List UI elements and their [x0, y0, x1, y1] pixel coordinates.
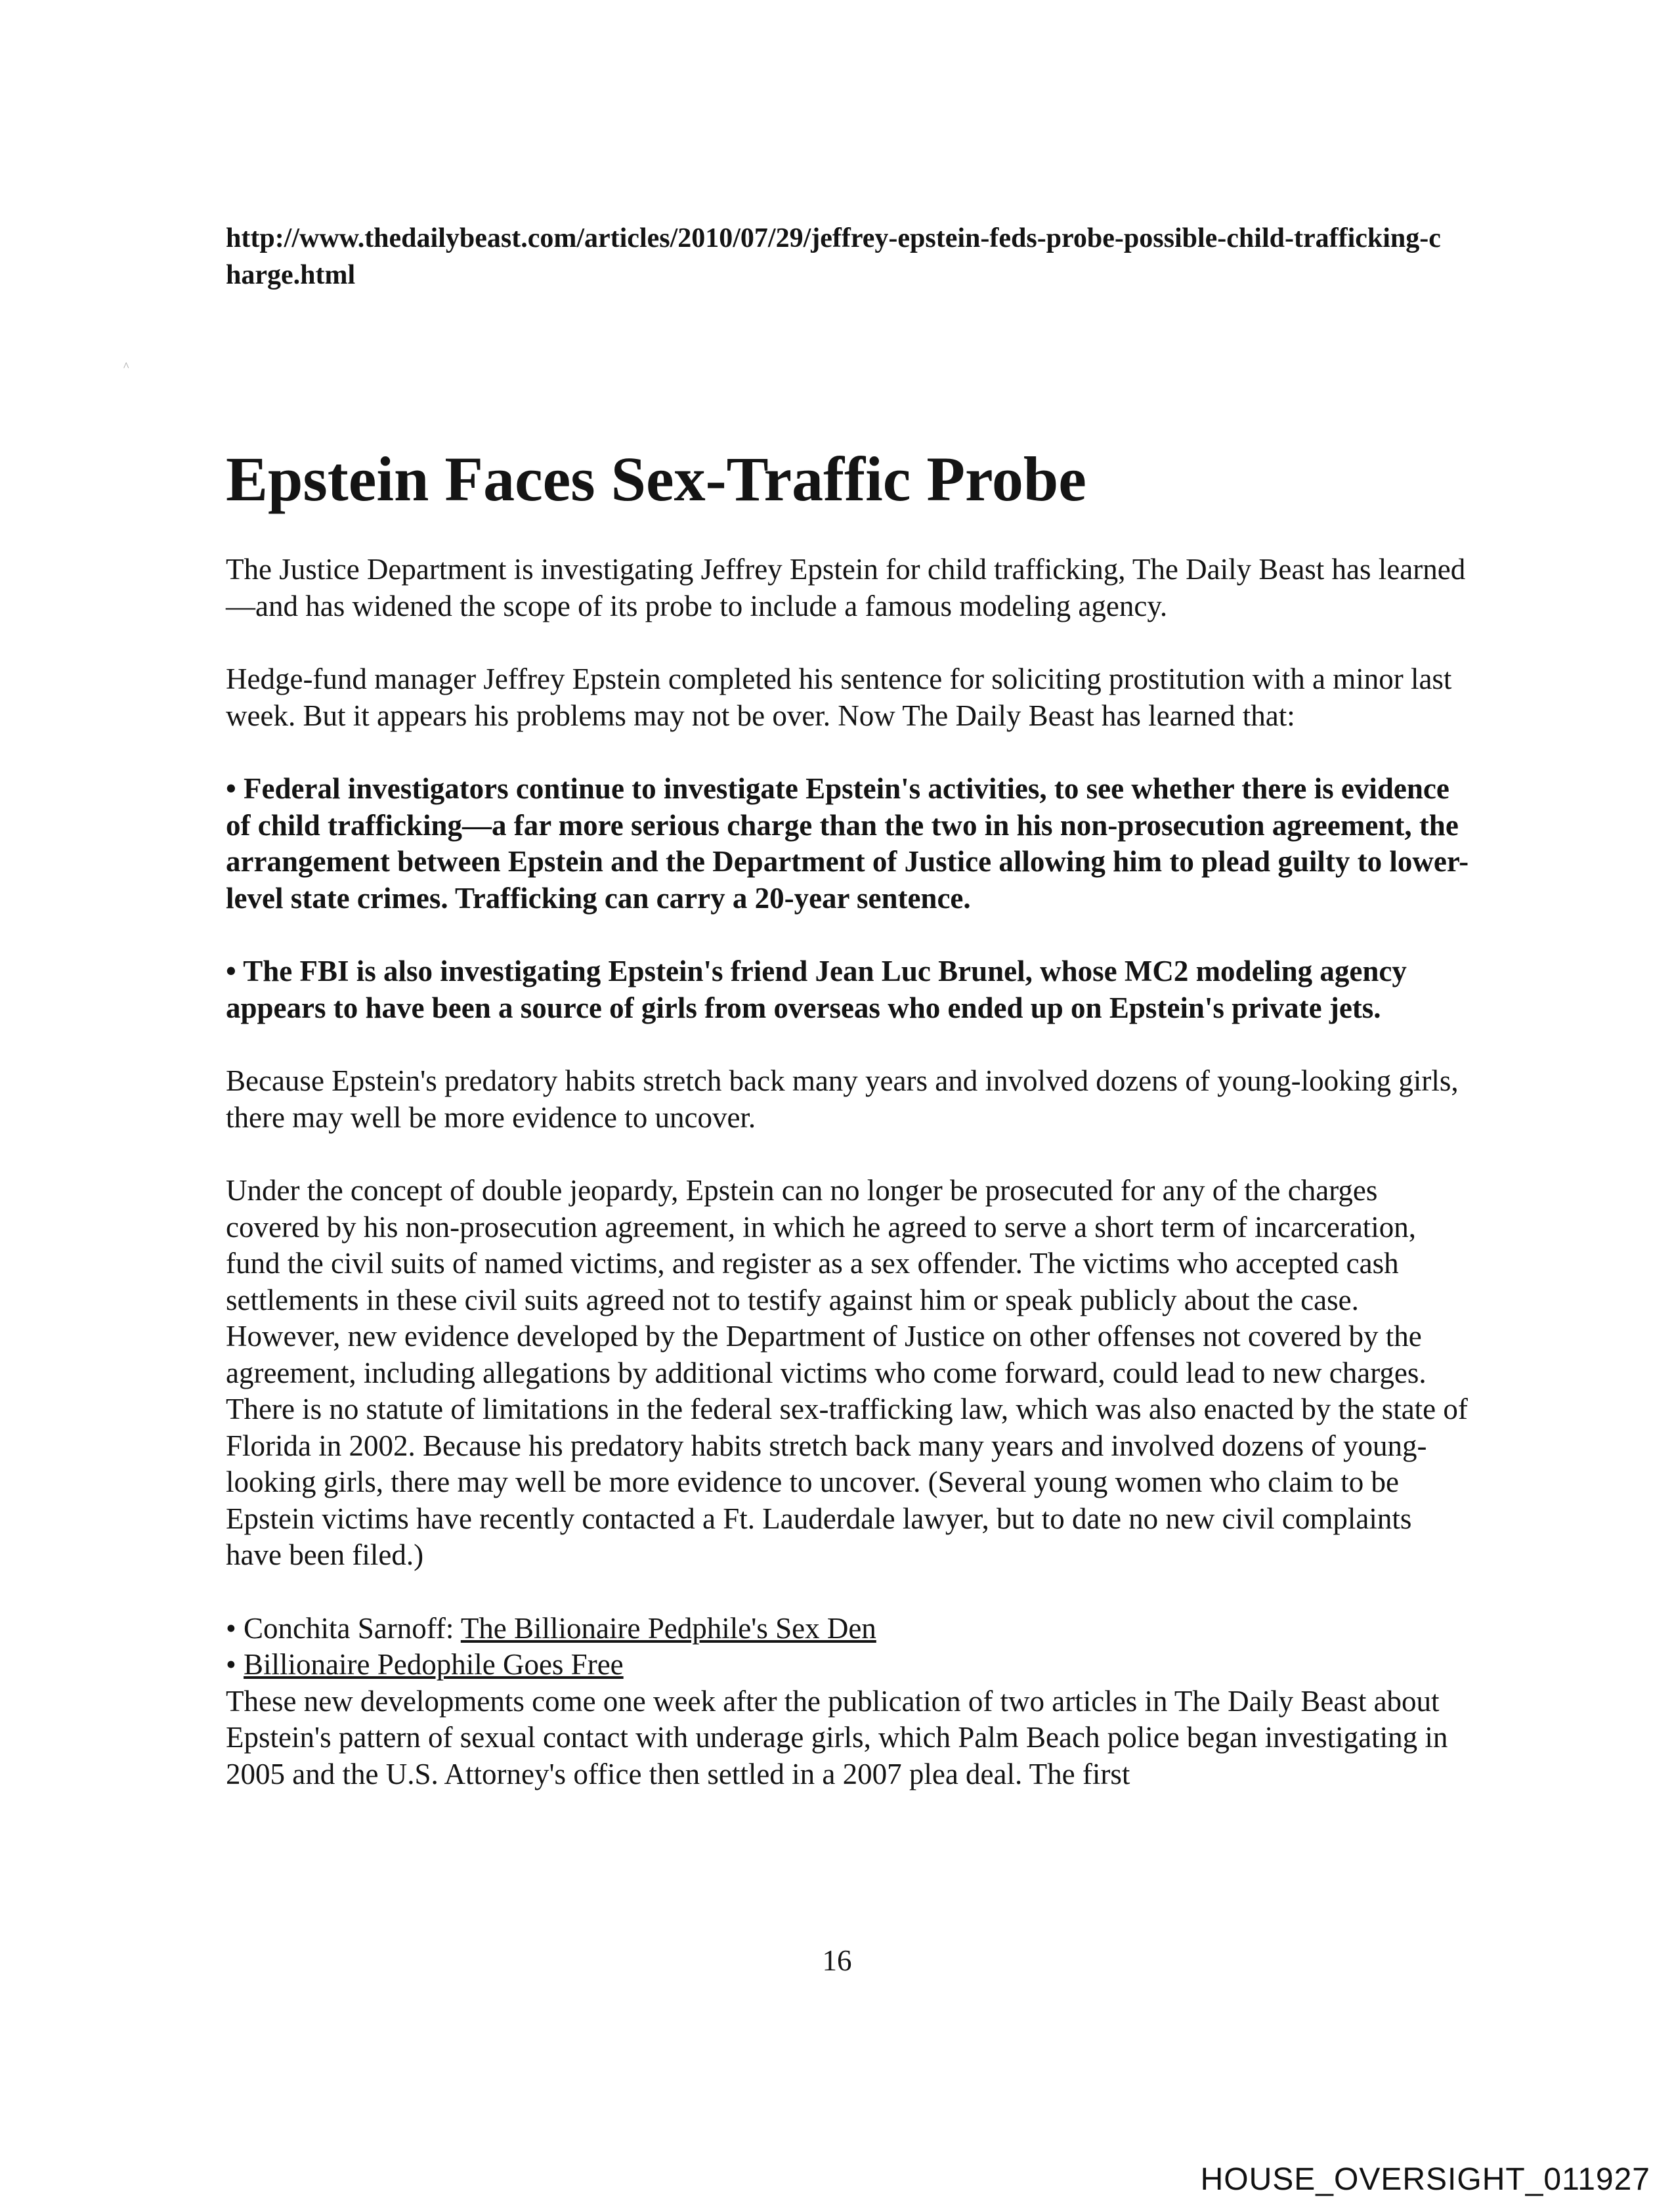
- paragraph-sentence-completed: Hedge-fund manager Jeffrey Epstein completed his sentence for soliciting prostitution with a minor last week. But it appears his problems may not be over. Now The Daily Beast has learned that:: [226, 662, 1452, 732]
- paragraph-predatory-habits: Because Epstein's predatory habits stretch back many years and involved dozens of young-looking girls, there may well be more evidence to uncover.: [226, 1064, 1459, 1134]
- bullet-federal-investigators: • Federal investigators continue to investigate Epstein's activities, to see whether there is evidence of child trafficking—a far more serious charge than the two in his non-prosecution agreement, the arrangement between Epstein and the Department of Justice allowing him to plead guilty to lower-level state crimes. Trafficking can carry a 20-year sentence.: [226, 772, 1469, 915]
- page-number: 16: [822, 1944, 852, 1977]
- bullet-fbi-brunel: • The FBI is also investigating Epstein's friend Jean Luc Brunel, whose MC2 modeling agency appears to have been a source of girls from overseas who ended up on Epstein's private jets.: [226, 955, 1407, 1024]
- related-link-prefix: • Conchita Sarnoff:: [226, 1611, 461, 1645]
- related-link-item: [226, 1647, 1473, 1683]
- related-link-sex-den[interactable]: The Billionaire Pedphile's Sex Den: [460, 1611, 876, 1645]
- related-link-item: [226, 1611, 1473, 1647]
- source-url: http://www.thedailybeast.com/articles/2010/07/29/jeffrey-epstein-feds-probe-possible-child-trafficking-charge.html: [226, 223, 1441, 290]
- related-link-goes-free[interactable]: Billionaire Pedophile Goes Free: [244, 1648, 624, 1681]
- headline: Epstein Faces Sex-Traffic Probe: [226, 444, 1086, 514]
- page-content: [226, 220, 1473, 1790]
- paragraph-double-jeopardy: Under the concept of double jeopardy, Epstein can no longer be prosecuted for any of the charges covered by his non-prosecution agreement, in which he agreed to serve a short term of incarceration, fund the civil suits of named victims, and register as a sex offender. The victims who accepted cash settlements in these civil suits agreed not to testify against him or speak publicly about the case. However, new evidence developed by the Department of Justice on other offenses not covered by the agreement, including allegations by additional victims who come forward, could lead to new charges. There is no statute of limitations in the federal sex-trafficking law, which was also enacted by the state of Florida in 2002. Because his predatory habits stretch back many years and involved dozens of young-looking girls, there may well be more evidence to uncover. (Several young women who claim to be Epstein victims have recently contacted a Ft. Lauderdale lawyer, but to date no new civil complaints have been filed.): [226, 1174, 1468, 1571]
- paragraph-closing: These new developments come one week after the publication of two articles in The Daily Beast about Epstein's pattern of sexual contact with underage girls, which Palm Beach police began investigating in 2005 and the U.S. Attorney's office then settled in a 2007 plea deal. The first: [226, 1684, 1448, 1790]
- article-body: [226, 552, 1473, 1792]
- bates-number: HOUSE_OVERSIGHT_011927: [1200, 2162, 1650, 2197]
- paragraph-intro: The Justice Department is investigating Jeffrey Epstein for child trafficking, The Daily Beast has learned—and has widened the scope of its probe to include a famous modeling agency.: [226, 553, 1466, 622]
- related-link-prefix: •: [226, 1648, 244, 1681]
- scan-artifact-mark: ^: [123, 360, 129, 373]
